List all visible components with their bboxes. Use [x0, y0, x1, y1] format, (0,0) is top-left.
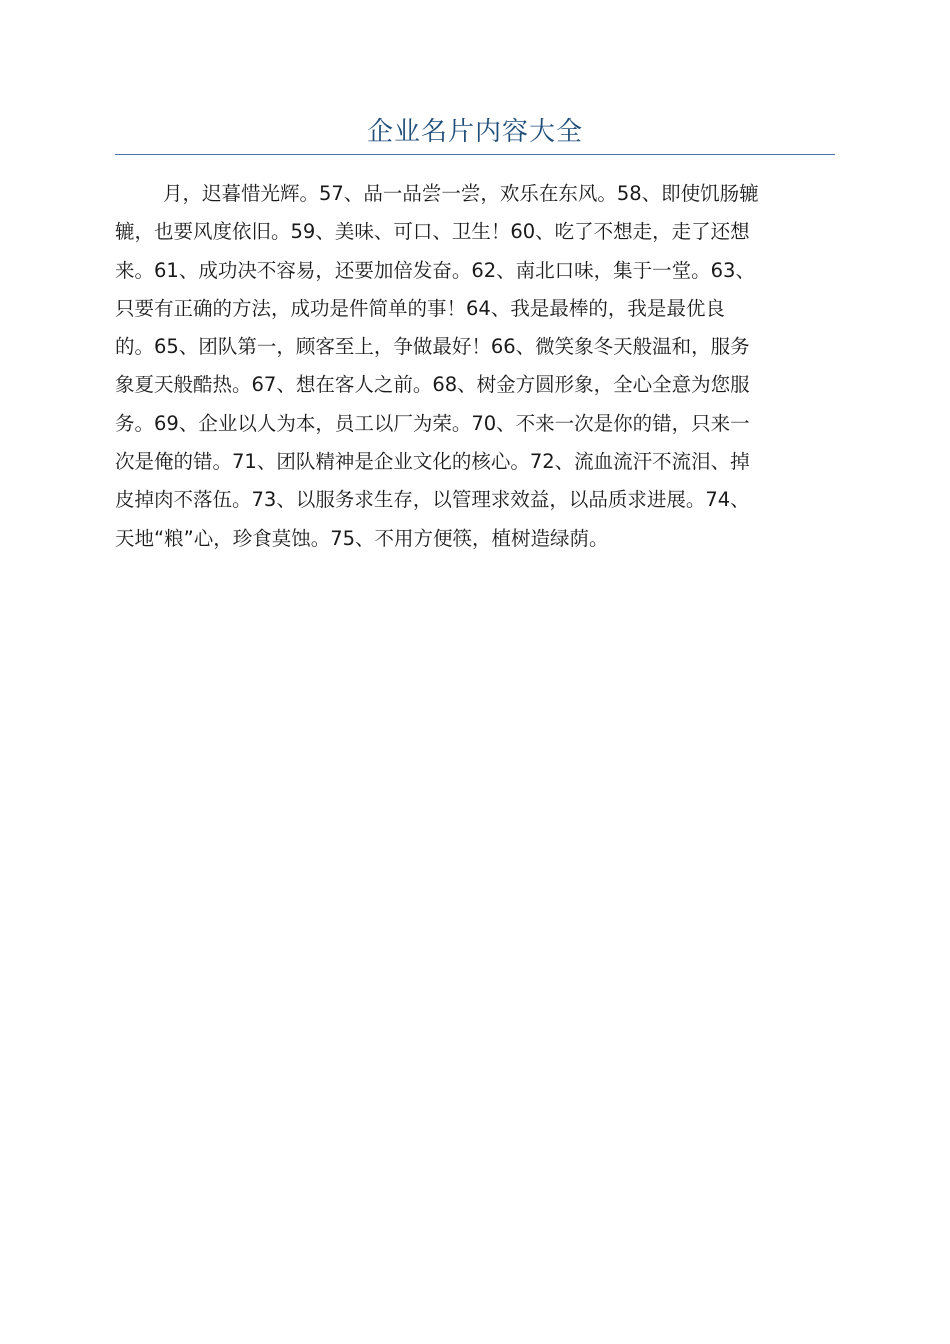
paragraph-line: 象夏天般酷热。67、想在客人之前。68、树金方圆形象，全心全意为您服 — [115, 373, 750, 397]
paragraph-line: 辘，也要风度依旧。59、美味、可口、卫生！60、吃了不想走，走了还想 — [115, 220, 750, 244]
document-title: 企业名片内容大全 — [366, 117, 583, 147]
paragraph-line: 月，迟暮惜光辉。57、品一品尝一尝，欢乐在东风。58、即使饥肠辘 — [163, 182, 759, 205]
title-underline — [115, 154, 835, 155]
paragraph-line: 次是俺的错。71、团队精神是企业文化的核心。72、流血流汗不流泪、掉 — [115, 450, 750, 474]
body-paragraph — [115, 175, 835, 558]
paragraph-line: 只要有正确的方法，成功是件简单的事！64、我是最棒的，我是最优良 — [115, 296, 725, 320]
paragraph-line: 务。69、企业以人为本，员工以厂为荣。70、不来一次是你的错，只来一 — [115, 411, 750, 435]
paragraph-line: 的。65、团队第一，顾客至上，争做最好！66、微笑象冬天般温和，服务 — [115, 335, 750, 359]
paragraph-line: 皮掉肉不落伍。73、以服务求生存，以管理求效益，以品质求进展。74、 — [115, 488, 750, 512]
paragraph-line: 来。61、成功决不容易，还要加倍发奋。62、南北口味，集于一堂。63、 — [115, 258, 755, 282]
paragraph-line: 天地“粮”心，珍食莫蚀。75、不用方便筷，植树造绿荫。 — [115, 526, 609, 550]
